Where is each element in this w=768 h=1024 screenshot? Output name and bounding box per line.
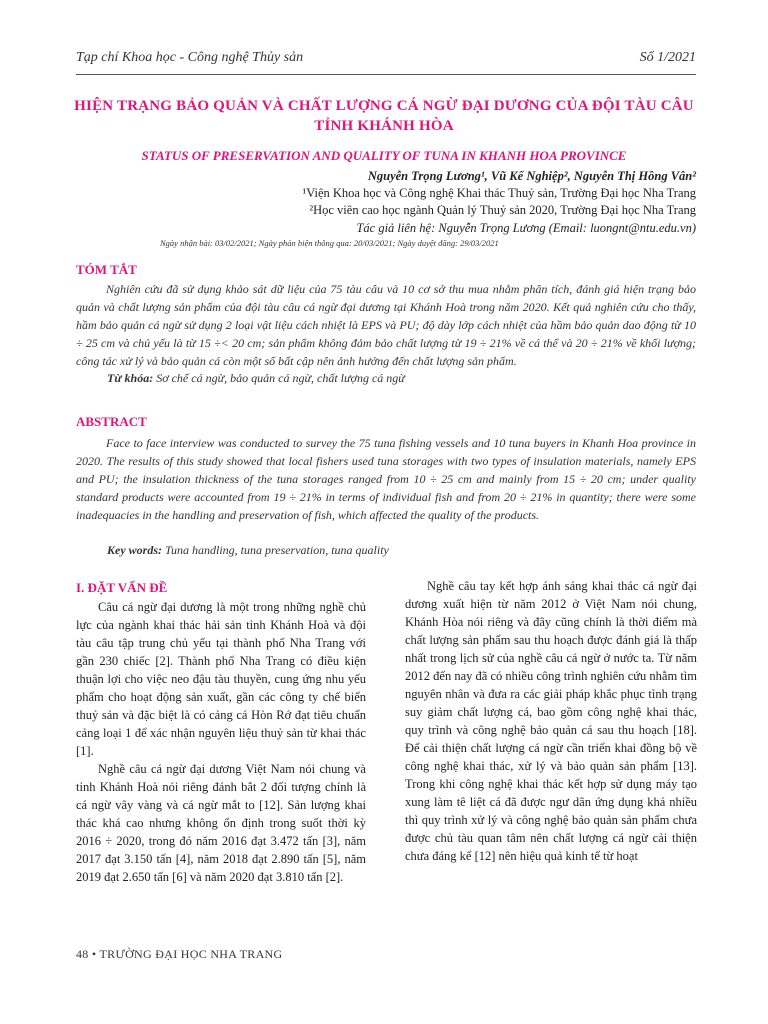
page-number: 48: [76, 947, 89, 961]
abstract-heading: ABSTRACT: [76, 414, 147, 429]
body-paragraph: Câu cá ngừ đại dương là một trong những nghề chủ lực của ngành khai thác hải sản tỉnh Khánh Hoà và đội tàu câu tập trung chủ yếu tại thành phố Nha Trang với gần 230 chiếc [2]. Thành phố Nha Trang có điều kiện thuận lợi cho việc neo đậu tàu thuyền, cung ứng nhu yếu phẩm cho hoạt động sản xuất, gần các công ty chế biến thuỷ sản và đặc biệt là có cảng cá Hòn Rớ đạt tiêu chuẩn cảng loại 1 để xác nhận nguyên liệu thuỷ sản từ khai thác [1].: [76, 600, 366, 758]
body-column-right: [405, 577, 697, 865]
author-list: Nguyễn Trọng Lương¹, Vũ Kế Nghiệp², Nguyễn Thị Hồng Vân²: [367, 169, 696, 183]
footer-bullet: •: [91, 947, 97, 961]
footer-institution: TRƯỜNG ĐẠI HỌC NHA TRANG: [99, 947, 283, 961]
summary-keywords: [107, 371, 405, 386]
issue-number: Số 1/2021: [639, 50, 696, 65]
summary-keywords-value: Sơ chế cá ngừ, bảo quản cá ngừ, chất lượng cá ngừ: [156, 371, 405, 385]
abstract-text: Face to face interview was conducted to survey the 75 tuna fishing vessels and 10 tuna buyers in Khanh Hoa province in 2020. The results of this study showed that local fishers used tuna storages with two types of insulation materials, namely EPS and PU; the insulation thickness of the tuna storages ranged from 10 ÷ 25 cm and mainly from 15 ÷ 20 cm; under quality standard products were accounted from 19 ÷ 21% in terms of individual fish and from 20 ÷ 21% in quantity; there were some inadequacies in the handling and preservation of fish, which affected the quality of the products.: [76, 436, 696, 522]
body-paragraph: Nghề câu tay kết hợp ánh sáng khai thác cá ngừ đại dương xuất hiện từ năm 2012 ở Việt Nam nói chung, Khánh Hòa nói riêng và đây cũng chính là thời điểm mà chất lượng sản phẩm sau thu hoạch được đánh giá là thấp nhất trong lịch sử của nghề câu cá ngừ ở nước ta. Từ năm 2012 đến nay đã có nhiều công trình nghiên cứu nhằm tìm nguyên nhân và đưa ra các giải pháp khắc phục tình trạng suy giảm chất lượng cá, bao gồm công nghệ khai thác, quy trình và công nghệ bảo quản cá sau thu hoạch [18]. Để cải thiện chất lượng cá ngừ cần triển khai đồng bộ về công nghệ khai thác, xử lý và bảo quản sản phẩm [13]. Trong khi công nghệ khai thác kết hợp sử dụng máy tạo xung làm tê liệt cá đã được ngư dân ứng dụng khá nhiều thì quy trình xử lý và công nghệ bảo quản sản phẩm chưa được chủ tàu quan tâm nên chất lượng cá ngừ cải thiện chưa đáng kể [12] nên hiệu quả kinh tế từ hoạt: [405, 579, 697, 863]
article-title-en: STATUS OF PRESERVATION AND QUALITY OF TUNA IN KHANH HOA PROVINCE: [141, 148, 627, 163]
section-heading-introduction: I. ĐẶT VẤN ĐỀ: [76, 580, 168, 595]
summary-heading: TÓM TẮT: [76, 262, 137, 277]
running-header: [76, 50, 696, 66]
article-title-vi: HIỆN TRẠNG BẢO QUẢN VÀ CHẤT LƯỢNG CÁ NGỪ ĐẠI DƯƠNG CỦA ĐỘI TÀU CÂU TỈNH KHÁNH HÒA: [74, 98, 694, 134]
body-paragraph: Nghề câu cá ngừ đại dương Việt Nam nói chung và tỉnh Khánh Hoà nói riêng đánh bắt 2 đối tượng chính là cá ngừ vây vàng và cá ngừ mắt to [12]. Sản lượng khai thác khá cao nhưng không ổn định trong suốt thời kỳ 2016 ÷ 2020, trong đó năm 2016 đạt 3.472 tấn [3], năm 2017 đạt 3.150 tấn [4], năm 2018 đạt 2.890 tấn [5], năm 2019 đạt 2.650 tấn [6] và năm 2020 đạt 3.810 tấn [2].: [76, 762, 366, 884]
page-footer: [76, 947, 283, 962]
journal-name: Tạp chí Khoa học - Công nghệ Thủy sản: [76, 50, 304, 65]
summary-keywords-label: Từ khóa:: [107, 371, 154, 385]
header-divider: [76, 74, 696, 75]
abstract-keywords-label: Key words:: [107, 543, 162, 557]
affiliation-2: ²Học viên cao học ngành Quản lý Thuỷ sản 2020, Trường Đại học Nha Trang: [309, 203, 696, 217]
submission-dates: Ngày nhận bài: 03/02/2021; Ngày phản biện thông qua: 20/03/2021; Ngày duyệt đăng: 29/03/2021: [160, 238, 499, 248]
summary-text: Nghiên cứu đã sử dụng khảo sát dữ liệu của 75 tàu câu và 10 cơ sở thu mua nhằm phân tích, đánh giá hiện trạng bảo quản và chất lượng sản phẩm của đội tàu câu cá ngừ đại dương tại Khánh Hoà trong năm 2020. Kết quả nghiên cứu cho thấy, hầm bảo quản cá ngừ sử dụng 2 loại vật liệu cách nhiệt là EPS và PU; độ dày lớp cách nhiệt của hầm bảo quản dao động từ 10 ÷ 25 cm và chủ yếu là từ 15 ÷< 20 cm; sản phẩm không đảm bảo chất lượng từ 19 ÷ 21% về cá thể và 20 ÷ 21% về khối lượng; công tác xử lý và bảo quản cá còn một số bất cập nên ảnh hưởng đến chất lượng sản phẩm.: [76, 282, 696, 368]
affiliation-1: ¹Viện Khoa học và Công nghệ Khai thác Thuỷ sản, Trường Đại học Nha Trang: [302, 186, 696, 200]
corresponding-author: Tác giả liên hệ: Nguyễn Trọng Lương (Email: luongnt@ntu.edu.vn): [356, 221, 696, 235]
abstract-keywords: [107, 543, 389, 558]
abstract-keywords-value: Tuna handling, tuna preservation, tuna quality: [165, 543, 389, 557]
body-column-left: [76, 598, 366, 886]
